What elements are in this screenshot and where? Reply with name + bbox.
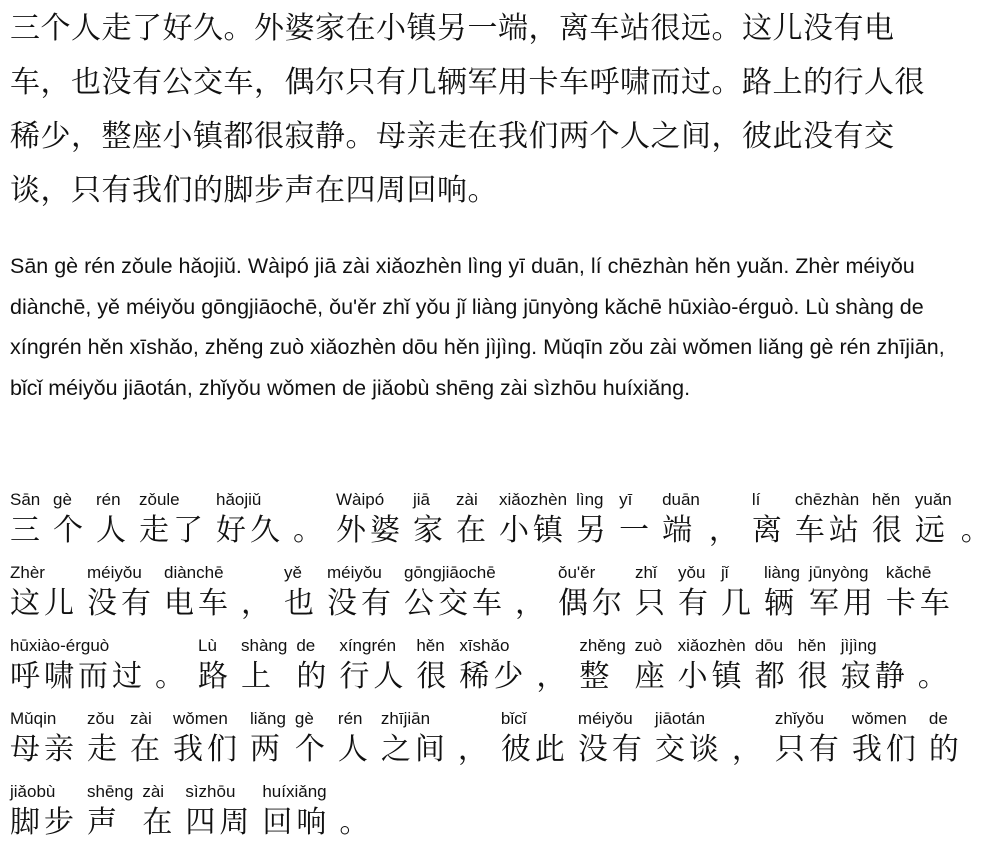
word-group (662, 489, 700, 551)
word-group (579, 635, 625, 697)
hanzi-word: ， (708, 513, 743, 548)
word-group (795, 489, 863, 551)
pinyin-annotation: gè (294, 709, 314, 728)
word-group (655, 708, 723, 770)
word-group (456, 489, 490, 551)
interlinear-pinyin-text (10, 478, 995, 843)
pinyin-annotation: hěn (871, 490, 901, 509)
word-group (10, 635, 146, 697)
hanzi-word: 外婆 (336, 513, 404, 548)
pinyin-annotation: hěn (416, 636, 445, 655)
pinyin-annotation: chēzhàn (794, 490, 860, 509)
word-group (809, 562, 877, 624)
hanzi-word: 行人 (339, 659, 408, 694)
pinyin-annotation: hěn (797, 636, 827, 655)
hanzi-word: 人 (96, 513, 130, 548)
pinyin-annotation: yuǎn (914, 490, 952, 509)
hanzi-word: 上 (241, 659, 275, 694)
hanzi-word: 公交车 (404, 586, 506, 621)
hanzi-word: 三 (10, 513, 44, 548)
hanzi-paragraph: 三个人走了好久。外婆家在小镇另一端，离车站很远。这儿没有电车，也没有公交车，偶尔只有几辆军用卡车呼啸而过。路上的行人很稀少，整座小镇都很寂静。母亲走在我们两个人之间，彼此没有交谈，只有我们的脚步声在四周回响。 (10, 11, 925, 208)
word-group (10, 708, 78, 770)
hanzi-word: 离 (751, 513, 786, 548)
pinyin-annotation: bǐcǐ (500, 709, 527, 728)
word-group (53, 489, 87, 551)
pinyin-annotation: sìzhōu (185, 782, 236, 801)
word-group (296, 635, 330, 697)
word-group (915, 489, 952, 551)
pinyin-annotation: jūnyòng (808, 563, 869, 582)
pinyin-annotation: zhěng (579, 636, 626, 655)
pinyin-annotation: diànchē (164, 563, 224, 582)
pinyin-annotation: jiā (413, 490, 431, 509)
word-group (499, 489, 567, 551)
pinyin-annotation: zǒule (139, 490, 180, 509)
word-group (241, 562, 275, 624)
hanzi-word: 两 (250, 732, 284, 767)
hanzi-word: 走了 (139, 513, 207, 548)
pinyin-annotation: huíxiǎng (262, 782, 327, 801)
hanzi-word: 也 (284, 586, 318, 621)
hanzi-word: 只 (635, 586, 669, 621)
hanzi-word: 回响 (262, 805, 331, 840)
word-group (752, 489, 786, 551)
pinyin-annotation: Lù (198, 636, 217, 655)
hanzi-word: 另 (576, 513, 611, 548)
word-group (775, 708, 843, 770)
hanzi-word: 。 (293, 513, 327, 548)
word-group (721, 562, 755, 624)
word-group (578, 708, 646, 770)
hanzi-word: ， (536, 659, 571, 694)
interlinear-line (10, 770, 950, 843)
word-group (216, 489, 284, 551)
hanzi-word: ， (457, 732, 492, 767)
hanzi-word: 座 (634, 659, 669, 694)
hanzi-word: ， (731, 732, 766, 767)
pinyin-annotation: méiyǒu (327, 563, 382, 582)
pinyin-annotation: lìng (576, 490, 604, 509)
word-group (139, 489, 207, 551)
word-group (155, 635, 189, 697)
word-group (732, 708, 766, 770)
pinyin-annotation: jiāotán (654, 709, 706, 728)
word-group (619, 489, 653, 551)
hanzi-word: 没有 (87, 586, 155, 621)
word-group (413, 489, 447, 551)
word-group (284, 562, 318, 624)
hanzi-word: 在 (142, 805, 177, 840)
word-group (250, 708, 286, 770)
hanzi-word: 。 (917, 659, 952, 694)
pinyin-annotation: shàng (241, 636, 288, 655)
interlinear-line (10, 624, 950, 697)
word-group (678, 562, 712, 624)
pinyin-annotation: yǒu (678, 563, 706, 582)
pinyin-annotation: de (296, 636, 316, 655)
hanzi-word: 远 (914, 513, 949, 548)
interlinear-line (10, 551, 954, 624)
hanzi-word: 都 (754, 659, 789, 694)
word-group (764, 562, 800, 624)
pinyin-paragraph: Sān gè rén zǒule hǎojiǔ. Wàipó jiā zài xiǎozhèn lìng yī duān, lí chēzhàn hěn yuǎn. Zhèr méiyǒu diànchē, yě méiyǒu gōngjiāochē, ǒu'ěr zhǐ yǒu jǐ liàng jūnyòng kǎchē hūxiào-érguò. Lù shàng de xíngrén hěn xīshǎo, zhěng zuò xiǎozhèn dōu hěn jìjìng. Mǔqīn zǒu zài wǒmen liǎng gè rén zhījiān, bǐcǐ méiyǒu jiāotán, zhǐyǒu wǒmen de jiǎobù shēng zài sìzhōu huíxiǎng. (10, 254, 945, 400)
pinyin-annotation: shēng (87, 782, 134, 801)
hanzi-word: 的 (928, 732, 963, 767)
pinyin-annotation: lí (751, 490, 761, 509)
pinyin-annotation: de (928, 709, 948, 728)
word-group (10, 781, 78, 843)
pinyin-annotation: Sān (10, 490, 41, 509)
pinyin-annotation: yī (619, 490, 633, 509)
word-group (635, 562, 669, 624)
pinyin-annotation: xīshǎo (459, 636, 510, 655)
hanzi-word: 路 (198, 659, 232, 694)
hanzi-word: ， (515, 586, 549, 621)
word-group (336, 489, 404, 551)
hanzi-word: 端 (662, 513, 697, 548)
hanzi-word: 只有 (774, 732, 843, 767)
word-group (515, 562, 549, 624)
pinyin-annotation: wǒmen (851, 709, 907, 728)
pinyin-annotation: zài (130, 709, 152, 728)
pinyin-annotation: kǎchē (885, 563, 932, 582)
word-group (142, 781, 176, 843)
hanzi-word: 好久 (216, 513, 284, 548)
pinyin-annotation: zài (142, 782, 165, 801)
word-group (872, 489, 906, 551)
hanzi-word: 小镇 (499, 513, 567, 548)
word-group (164, 562, 232, 624)
pinyin-annotation: rén (337, 709, 363, 728)
hanzi-word: 之间 (380, 732, 449, 767)
word-group (459, 635, 527, 697)
word-group (241, 635, 287, 697)
word-group (339, 635, 407, 697)
pinyin-annotation: dōu (754, 636, 784, 655)
word-group (338, 708, 372, 770)
word-group (96, 489, 130, 551)
hanzi-word: 卡车 (885, 586, 954, 621)
word-group (293, 489, 327, 551)
hanzi-word: 这儿 (10, 586, 78, 621)
pinyin-annotation: liǎng (250, 709, 286, 728)
interlinear-line (10, 478, 995, 551)
word-group (87, 562, 155, 624)
pinyin-annotation: xiǎozhèn (499, 490, 568, 509)
hanzi-word: 。 (339, 805, 374, 840)
pinyin-annotation: zhǐyǒu (774, 709, 825, 728)
word-group (87, 708, 121, 770)
word-group (339, 781, 373, 843)
hanzi-word: 我们 (173, 732, 241, 767)
hanzi-word: 呼啸而过 (10, 659, 146, 694)
hanzi-word: ， (241, 586, 275, 621)
hanzi-word: 彼此 (500, 732, 569, 767)
hanzi-word: 声 (87, 805, 121, 840)
word-group (295, 708, 329, 770)
pinyin-annotation: zǒu (87, 709, 115, 728)
word-group (841, 635, 909, 697)
hanzi-word: 偶尔 (558, 586, 626, 621)
word-group (852, 708, 920, 770)
hanzi-word: 几 (721, 586, 755, 621)
hanzi-word: 很 (797, 659, 832, 694)
word-group (798, 635, 832, 697)
pinyin-annotation: hūxiào-érguò (10, 636, 110, 655)
hanzi-word: 人 (337, 732, 372, 767)
word-group (262, 781, 330, 843)
word-group (678, 635, 746, 697)
word-group (130, 708, 164, 770)
hanzi-word: 在 (456, 513, 490, 548)
hanzi-word: 。 (155, 659, 189, 694)
hanzi-word: 个 (53, 513, 87, 548)
word-group (198, 635, 232, 697)
hanzi-word: 一 (619, 513, 654, 548)
pinyin-annotation: hǎojiǔ (216, 490, 262, 509)
hanzi-word: 稀少 (459, 659, 528, 694)
pinyin-annotation: gè (53, 490, 72, 509)
hanzi-word: 四周 (185, 805, 254, 840)
pinyin-annotation: gōngjiāochē (404, 563, 496, 582)
pinyin-annotation: Mǔqin (10, 709, 57, 728)
hanzi-word: 交谈 (654, 732, 723, 767)
pinyin-annotation: jǐ (721, 563, 729, 582)
pinyin-annotation: jìjìng (840, 636, 877, 655)
pinyin-annotation: yě (284, 563, 302, 582)
hanzi-word: 有 (678, 586, 712, 621)
hanzi-word: 在 (130, 732, 164, 767)
word-group (918, 635, 952, 697)
hanzi-word: 很 (871, 513, 906, 548)
hanzi-word: 车站 (794, 513, 863, 548)
pinyin-annotation: ǒu'ěr (558, 563, 596, 582)
pinyin-annotation: rén (96, 490, 121, 509)
hanzi-word: 小镇 (677, 659, 746, 694)
interlinear-line (10, 697, 963, 770)
pinyin-annotation: zhījiān (380, 709, 431, 728)
hanzi-word: 电车 (164, 586, 232, 621)
hanzi-word: 很 (416, 659, 451, 694)
word-group (185, 781, 253, 843)
hanzi-word: 辆 (764, 586, 798, 621)
hanzi-word: 没有 (327, 586, 395, 621)
word-group (327, 562, 395, 624)
word-group (576, 489, 610, 551)
word-group (173, 708, 241, 770)
hanzi-word: 军用 (808, 586, 877, 621)
word-group (886, 562, 954, 624)
word-group (536, 635, 570, 697)
pinyin-annotation: zhǐ (635, 563, 657, 582)
pinyin-annotation: xíngrén (339, 636, 397, 655)
pinyin-annotation: zuò (634, 636, 663, 655)
word-group (755, 635, 789, 697)
pinyin-annotation: wǒmen (173, 709, 228, 728)
hanzi-word: 的 (296, 659, 331, 694)
word-group (10, 562, 78, 624)
word-group (416, 635, 450, 697)
word-group (87, 781, 133, 843)
pinyin-annotation: méiyǒu (87, 563, 142, 582)
hanzi-word: 个 (294, 732, 329, 767)
pinyin-annotation: duān (662, 490, 700, 509)
hanzi-word: 没有 (577, 732, 646, 767)
hanzi-word: 脚步 (10, 805, 78, 840)
word-group (404, 562, 506, 624)
pinyin-annotation: xiǎozhèn (677, 636, 746, 655)
word-group (558, 562, 626, 624)
hanzi-word: 我们 (851, 732, 920, 767)
hanzi-word: 走 (87, 732, 121, 767)
word-group (10, 489, 44, 551)
pinyin-annotation: Zhèr (10, 563, 45, 582)
word-group (381, 708, 449, 770)
word-group (961, 489, 995, 551)
pinyin-annotation: liàng (764, 563, 800, 582)
hanzi-word: 寂静 (840, 659, 909, 694)
hanzi-word: 整 (579, 659, 614, 694)
pinyin-annotation: zài (456, 490, 478, 509)
hanzi-word: 母亲 (10, 732, 78, 767)
word-group (929, 708, 963, 770)
pinyin-annotation: méiyǒu (577, 709, 633, 728)
word-group (709, 489, 743, 551)
hanzi-word: 。 (960, 513, 995, 548)
word-group (635, 635, 669, 697)
hanzi-word: 家 (413, 513, 447, 548)
word-group (501, 708, 569, 770)
pinyin-annotation: Wàipó (336, 490, 385, 509)
word-group (458, 708, 492, 770)
pinyin-annotation: jiǎobù (10, 782, 56, 801)
